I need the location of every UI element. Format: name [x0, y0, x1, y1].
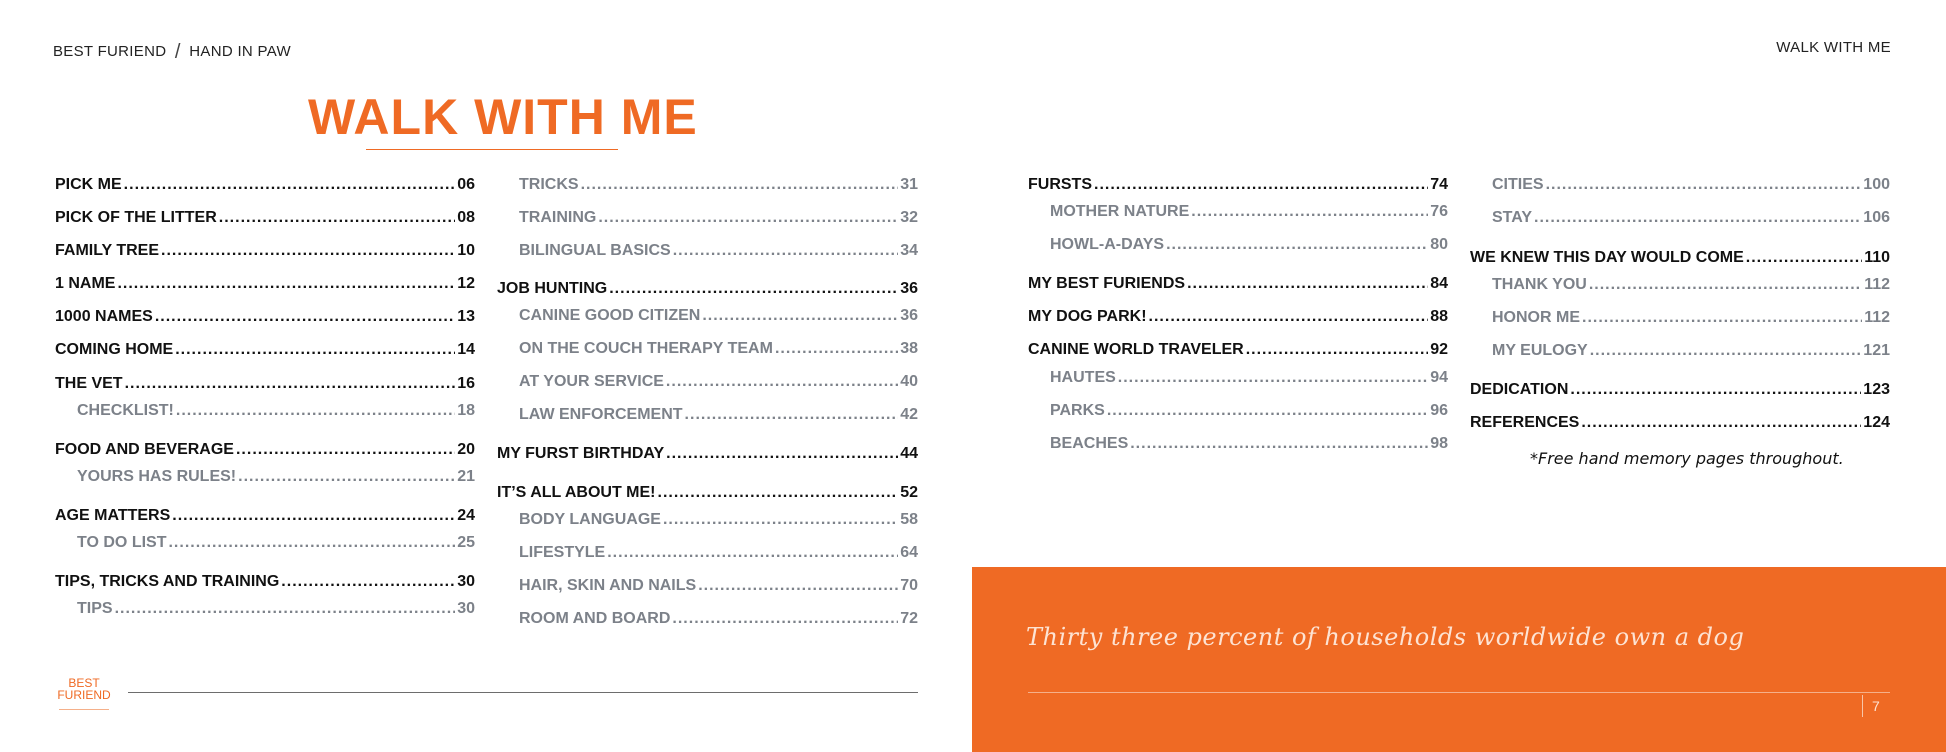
toc-entry-label: BODY LANGUAGE — [519, 511, 661, 528]
header-section-title: WALK WITH ME — [1776, 39, 1891, 56]
dot-leader — [1094, 176, 1428, 194]
toc-entry — [497, 340, 918, 358]
toc-entry-page: 12 — [457, 275, 475, 292]
toc-entry — [55, 573, 475, 591]
toc-entry-page: 72 — [900, 610, 918, 627]
toc-entry-label: FAMILY TREE — [55, 242, 160, 259]
toc-entry-label: THE VET — [55, 375, 123, 392]
dot-leader — [673, 242, 898, 260]
toc-entry — [497, 445, 918, 463]
toc-entry-label: CANINE GOOD CITIZEN — [519, 307, 701, 324]
toc-entry-page: 74 — [1430, 176, 1448, 193]
dot-leader — [168, 534, 455, 552]
toc-entry-page: 110 — [1864, 249, 1890, 266]
toc-entry-page: 98 — [1430, 435, 1448, 452]
dot-leader — [598, 209, 898, 227]
toc-entry — [55, 534, 475, 552]
toc-entry — [55, 375, 475, 393]
toc-entry — [1028, 308, 1448, 326]
toc-entry-page: 70 — [900, 577, 918, 594]
toc-entry — [55, 242, 475, 260]
toc-entry — [1028, 435, 1448, 453]
toc-entry-page: 14 — [457, 341, 475, 358]
dot-leader — [161, 242, 455, 260]
toc-entry — [1470, 249, 1890, 267]
toc-entry-label: DEDICATION — [1470, 381, 1569, 398]
dot-leader — [658, 484, 899, 502]
toc-entry — [1470, 309, 1890, 327]
page-title: WALK WITH ME — [308, 89, 698, 145]
toc-entry — [1028, 236, 1448, 254]
toc-entry-page: 36 — [900, 280, 918, 297]
toc-entry-page: 30 — [457, 573, 475, 590]
toc-entry-page: 40 — [900, 373, 918, 390]
toc-entry-label: PICK OF THE LITTER — [55, 209, 217, 226]
toc-entry-page: 13 — [457, 308, 475, 325]
toc-entry-page: 112 — [1864, 309, 1890, 326]
toc-entry — [497, 209, 918, 227]
dot-leader — [1130, 435, 1428, 453]
toc-entry-label: HOWL-A-DAYS — [1050, 236, 1165, 253]
dot-leader — [1590, 342, 1862, 360]
dot-leader — [607, 544, 898, 562]
toc-entry-label: HAUTES — [1050, 369, 1116, 386]
toc-entry-label: MY DOG PARK! — [1028, 308, 1147, 325]
dot-leader — [1534, 209, 1861, 227]
dot-leader — [666, 445, 898, 463]
toc-entry-page: 30 — [457, 600, 475, 617]
toc-entry — [1028, 176, 1448, 194]
toc-entry-page: 36 — [900, 307, 918, 324]
dot-leader — [125, 375, 456, 393]
toc-entry-page: 76 — [1430, 203, 1448, 220]
toc-entry — [1028, 402, 1448, 420]
toc-entry-label: THANK YOU — [1492, 276, 1587, 293]
toc-entry — [55, 176, 475, 194]
toc-entry — [1028, 275, 1448, 293]
dot-leader — [1546, 176, 1862, 194]
toc-entry-label: ROOM AND BOARD — [519, 610, 671, 627]
title-underline — [366, 149, 618, 150]
dot-leader — [236, 441, 455, 459]
toc-entry-label: STAY — [1492, 209, 1533, 226]
toc-entry — [55, 341, 475, 359]
toc-entry-label: PARKS — [1050, 402, 1105, 419]
toc-entry-page: 06 — [457, 176, 475, 193]
toc-entry-page: 100 — [1863, 176, 1890, 193]
toc-entry — [55, 600, 475, 618]
dot-leader — [1187, 275, 1428, 293]
toc-entry-label: HONOR ME — [1492, 309, 1580, 326]
toc-entry-label: TRICKS — [519, 176, 579, 193]
dot-leader — [1118, 369, 1428, 387]
toc-entry-page: 34 — [900, 242, 918, 259]
toc-entry — [1470, 276, 1890, 294]
dot-leader — [685, 406, 899, 424]
toc-entry-label: FURSTS — [1028, 176, 1092, 193]
dot-leader — [1246, 341, 1429, 359]
best-furiend-logo — [56, 677, 112, 710]
toc-entry — [497, 373, 918, 391]
logo-line-1: BEST — [68, 676, 100, 690]
toc-entry — [55, 308, 475, 326]
toc-entry — [497, 610, 918, 628]
toc-entry-label: TO DO LIST — [77, 534, 167, 551]
dot-leader — [1589, 276, 1862, 294]
toc-entry — [497, 544, 918, 562]
toc-entry-page: 10 — [457, 242, 475, 259]
toc-entry-page: 124 — [1863, 414, 1890, 431]
toc-entry-label: ON THE COUCH THERAPY TEAM — [519, 340, 773, 357]
logo-line-2: FURIEND — [57, 688, 111, 702]
toc-entry-label: MY BEST FURIENDS — [1028, 275, 1186, 292]
page-number: 7 — [1872, 698, 1880, 714]
dot-leader — [775, 340, 898, 358]
dot-leader — [176, 402, 455, 420]
toc-entry — [1470, 209, 1890, 227]
toc-entry — [497, 280, 918, 298]
dot-leader — [1166, 236, 1428, 254]
dot-leader — [1570, 381, 1861, 399]
dot-leader — [175, 341, 455, 359]
toc-entry-label: 1 NAME — [55, 275, 116, 292]
dot-leader — [1107, 402, 1428, 420]
dog-fact-quote: Thirty three percent of households worldwide own a dog — [1026, 623, 1745, 651]
toc-entry-page: 80 — [1430, 236, 1448, 253]
dot-leader — [172, 507, 455, 525]
dot-leader — [219, 209, 455, 227]
toc-entry-page: 58 — [900, 511, 918, 528]
toc-entry-page: 08 — [457, 209, 475, 226]
toc-entry-page: 96 — [1430, 402, 1448, 419]
toc-entry-label: CITIES — [1492, 176, 1544, 193]
dot-leader — [1581, 414, 1861, 432]
toc-entry — [497, 511, 918, 529]
toc-entry-label: AT YOUR SERVICE — [519, 373, 664, 390]
toc-entry — [1028, 369, 1448, 387]
toc-entry — [55, 507, 475, 525]
dot-leader — [124, 176, 456, 194]
toc-entry-label: BILINGUAL BASICS — [519, 242, 671, 259]
free-hand-note: *Free hand memory pages throughout. — [1530, 449, 1844, 468]
dot-leader — [663, 511, 898, 529]
toc-entry-label: TIPS, TRICKS AND TRAINING — [55, 573, 280, 590]
toc-entry — [497, 242, 918, 260]
dot-leader — [1582, 309, 1862, 327]
toc-entry — [55, 402, 475, 420]
dot-leader — [702, 307, 898, 325]
toc-entry — [55, 441, 475, 459]
toc-entry-page: 20 — [457, 441, 475, 458]
toc-entry-label: COMING HOME — [55, 341, 174, 358]
dot-leader — [1149, 308, 1429, 326]
orange-quote-panel — [972, 567, 1946, 752]
toc-entry-label: REFERENCES — [1470, 414, 1580, 431]
dot-leader — [1191, 203, 1428, 221]
toc-entry-page: 52 — [900, 484, 918, 501]
toc-entry — [55, 209, 475, 227]
dot-leader — [666, 373, 898, 391]
dot-leader — [281, 573, 455, 591]
toc-entry-label: PICK ME — [55, 176, 122, 193]
toc-entry-label: YOURS HAS RULES! — [77, 468, 237, 485]
dot-leader — [155, 308, 455, 326]
toc-entry-page: 112 — [1864, 276, 1890, 293]
toc-entry-page: 38 — [900, 340, 918, 357]
dot-leader — [698, 577, 898, 595]
dot-leader — [117, 275, 455, 293]
toc-entry-label: AGE MATTERS — [55, 507, 171, 524]
dot-leader — [115, 600, 456, 618]
toc-entry — [55, 275, 475, 293]
brand-right: HAND IN PAW — [189, 43, 291, 60]
toc-entry-label: TIPS — [77, 600, 113, 617]
toc-entry — [55, 468, 475, 486]
toc-entry-page: 88 — [1430, 308, 1448, 325]
toc-entry — [1470, 176, 1890, 194]
toc-entry-page: 16 — [457, 375, 475, 392]
toc-entry — [497, 484, 918, 502]
dot-leader — [609, 280, 898, 298]
logo-signature-mark — [59, 701, 109, 710]
toc-entry-label: CANINE WORLD TRAVELER — [1028, 341, 1244, 358]
toc-entry — [1470, 381, 1890, 399]
toc-entry-page: 94 — [1430, 369, 1448, 386]
toc-entry — [497, 176, 918, 194]
toc-entry-page: 64 — [900, 544, 918, 561]
footer-rule-right — [1028, 692, 1890, 693]
toc-entry — [1028, 341, 1448, 359]
toc-entry-page: 121 — [1863, 342, 1890, 359]
toc-entry-label: LIFESTYLE — [519, 544, 606, 561]
toc-entry-page: 84 — [1430, 275, 1448, 292]
toc-entry — [497, 307, 918, 325]
toc-entry-label: IT’S ALL ABOUT ME! — [497, 484, 656, 501]
dot-leader — [1746, 249, 1862, 267]
toc-entry — [1028, 203, 1448, 221]
toc-entry-page: 92 — [1430, 341, 1448, 358]
toc-entry-label: HAIR, SKIN AND NAILS — [519, 577, 697, 594]
toc-entry-label: CHECKLIST! — [77, 402, 174, 419]
dot-leader — [672, 610, 898, 628]
dot-leader — [581, 176, 899, 194]
toc-entry-label: MOTHER NATURE — [1050, 203, 1190, 220]
toc-entry-label: WE KNEW THIS DAY WOULD COME — [1470, 249, 1744, 266]
toc-entry — [497, 406, 918, 424]
toc-entry-label: MY EULOGY — [1492, 342, 1588, 359]
toc-entry-page: 106 — [1863, 209, 1890, 226]
toc-entry-page: 31 — [900, 176, 918, 193]
toc-entry-page: 42 — [900, 406, 918, 423]
toc-entry-page: 25 — [457, 534, 475, 551]
toc-entry — [1470, 414, 1890, 432]
toc-entry-label: BEACHES — [1050, 435, 1129, 452]
toc-entry — [497, 577, 918, 595]
page-number-separator — [1862, 695, 1863, 717]
toc-entry-label: TRAINING — [519, 209, 597, 226]
header-brand — [53, 39, 291, 62]
toc-entry-page: 18 — [457, 402, 475, 419]
toc-entry-label: FOOD AND BEVERAGE — [55, 441, 234, 458]
toc-entry-page: 24 — [457, 507, 475, 524]
toc-entry-page: 32 — [900, 209, 918, 226]
toc-entry — [1470, 342, 1890, 360]
toc-entry-page: 123 — [1863, 381, 1890, 398]
brand-left: BEST FURIEND — [53, 43, 167, 60]
dot-leader — [238, 468, 455, 486]
toc-entry-label: 1000 NAMES — [55, 308, 153, 325]
footer-rule-left — [128, 692, 918, 693]
toc-entry-page: 21 — [457, 468, 475, 485]
toc-entry-page: 44 — [900, 445, 918, 462]
toc-entry-label: MY FURST BIRTHDAY — [497, 445, 665, 462]
toc-entry-label: JOB HUNTING — [497, 280, 608, 297]
slash-divider: / — [174, 41, 181, 63]
toc-entry-label: LAW ENFORCEMENT — [519, 406, 683, 423]
